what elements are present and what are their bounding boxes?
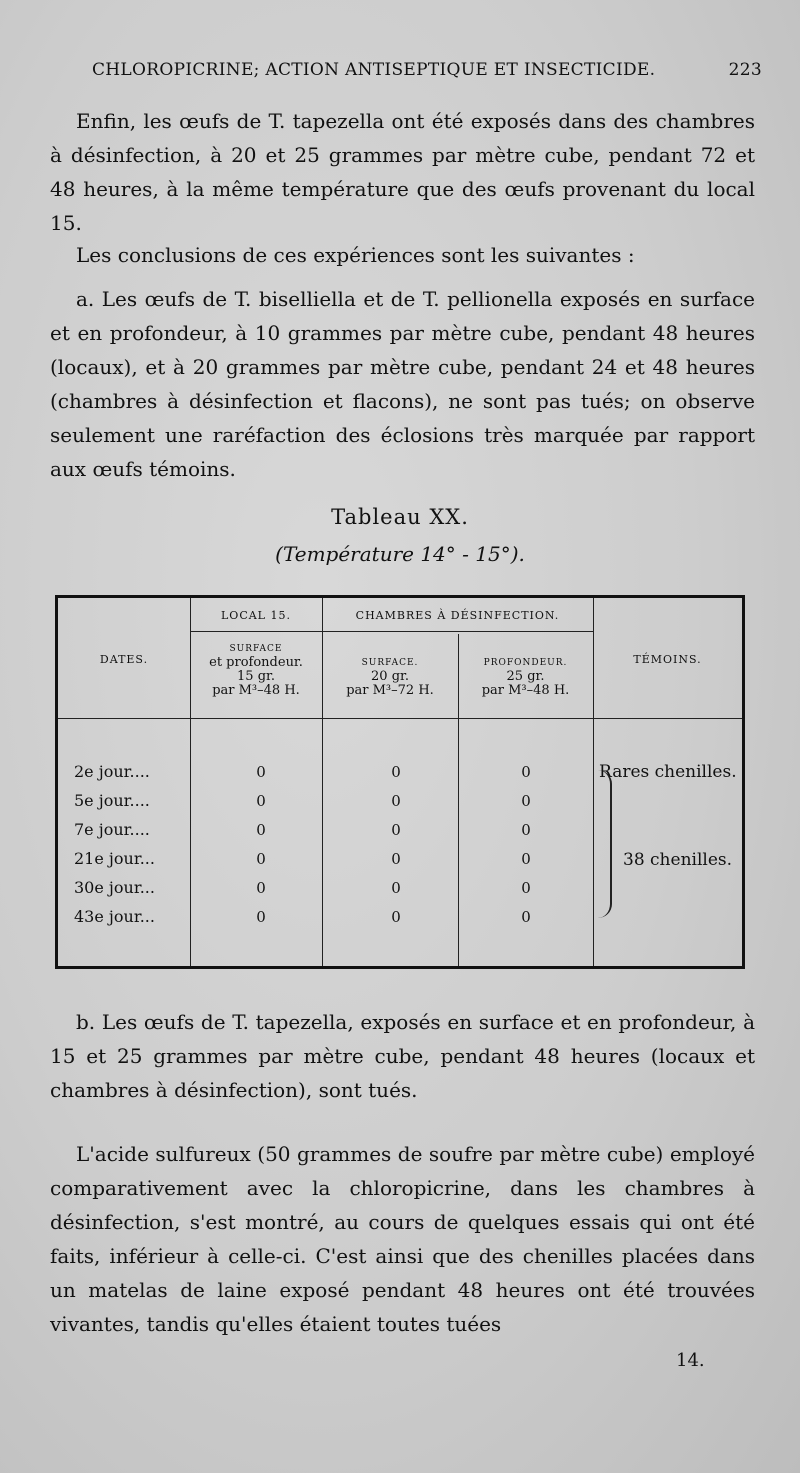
table-vrule [322, 598, 323, 966]
row-value: 0 [521, 908, 531, 926]
running-head-title: CHLOROPICRINE; ACTION ANTISEPTIQUE ET INSECTICIDE. [92, 60, 656, 80]
row-value: 0 [521, 879, 531, 897]
row-value: 0 [521, 821, 531, 839]
row-date: 21e jour... [74, 849, 155, 868]
row-date: 43e jour... [74, 907, 155, 926]
header-col2-line2: 20 gr. [371, 669, 409, 684]
brace-icon [598, 770, 612, 918]
signature-mark: 14. [676, 1350, 705, 1371]
table-hrule [58, 718, 742, 719]
header-col2-line3: par M³–72 H. [346, 683, 434, 698]
header-col3-line2: 25 gr. [506, 669, 545, 684]
header-col3 [458, 656, 593, 698]
header-col1-line2: et profondeur. [209, 655, 303, 670]
row-value: 0 [391, 879, 401, 897]
paragraph-1: Enfin, les œufs de T. tapezella ont été exposés dans des chambres à désinfection, à 20 et 25 grammes par mètre cube, pendant 72 et 48 heures, à la même température que des œufs provenant du local 15. [50, 109, 755, 235]
row-value: 0 [521, 850, 531, 868]
header-col3-line1: PROFONDEUR. [483, 658, 568, 668]
header-col2 [322, 656, 458, 698]
header-col1 [190, 642, 322, 698]
running-head [92, 60, 762, 80]
row-value: 0 [256, 821, 266, 839]
row-value: 0 [521, 792, 531, 810]
paragraph-3: a. Les œufs de T. biselliella et de T. pellionella exposés en surface et en profondeur, à 10 grammes par mètre cube, pendant 48 heures (locaux), et à 20 grammes par mètre cube, pendant 24 et 48 heures (chambres à désinfection et flacons), ne sont pas tués; on observe seulement une raréfaction des éclosions très marquée par rapport aux œufs témoins. [50, 287, 755, 481]
row-value: 0 [256, 850, 266, 868]
row-date: 30e jour... [74, 878, 155, 897]
header-col1-line4: par M³–48 H. [212, 683, 300, 698]
table-title: Tableau XX. [331, 505, 469, 529]
table-hrule [190, 631, 593, 632]
header-col2-line1: SURFACE. [361, 658, 419, 668]
header-col1-line1: SURFACE [229, 644, 283, 654]
header-local: LOCAL 15. [221, 609, 291, 622]
data-table [55, 595, 745, 969]
header-temoins: TÉMOINS. [633, 653, 702, 666]
temoins-rest: 38 chenilles. [623, 850, 733, 870]
row-value: 0 [391, 908, 401, 926]
page-number: 223 [728, 60, 762, 80]
header-dates: DATES. [99, 653, 149, 666]
header-col3-line3: par M³–48 H. [481, 683, 570, 698]
row-value: 0 [256, 763, 266, 781]
row-date: 5e jour.... [74, 791, 150, 810]
row-value: 0 [391, 763, 401, 781]
row-value: 0 [521, 763, 531, 781]
row-date: 2e jour.... [74, 762, 150, 781]
header-col1-line3: 15 gr. [237, 669, 275, 684]
row-value: 0 [391, 821, 401, 839]
row-value: 0 [391, 792, 401, 810]
row-value: 0 [256, 908, 266, 926]
table-subtitle: (Température 14° - 15°). [275, 542, 525, 566]
row-date: 7e jour.... [74, 820, 150, 839]
row-value: 0 [256, 792, 266, 810]
paragraph-4: b. Les œufs de T. tapezella, exposés en surface et en profondeur, à 15 et 25 grammes par mètre cube, pendant 48 heures (locaux et chambres à désinfection), sont tués. [50, 1010, 755, 1102]
paragraph-2: Les conclusions de ces expériences sont les suivantes : [76, 243, 635, 267]
row-value: 0 [256, 879, 266, 897]
temoins-first: Rares chenilles. [599, 762, 737, 782]
row-value: 0 [391, 850, 401, 868]
paragraph-5: L'acide sulfureux (50 grammes de soufre par mètre cube) employé comparativement avec la chloropicrine, dans les chambres à désinfection, s'est montré, au cours de quelques essais qui ont été faits, inférieur à celle-ci. C'est ainsi que des chenilles placées dans un matelas de laine exposé pendant 48 heures ont été trouvées vivantes, tandis qu'elles étaient toutes tuées [50, 1142, 755, 1336]
header-chambres: CHAMBRES À DÉSINFECTION. [355, 609, 560, 622]
